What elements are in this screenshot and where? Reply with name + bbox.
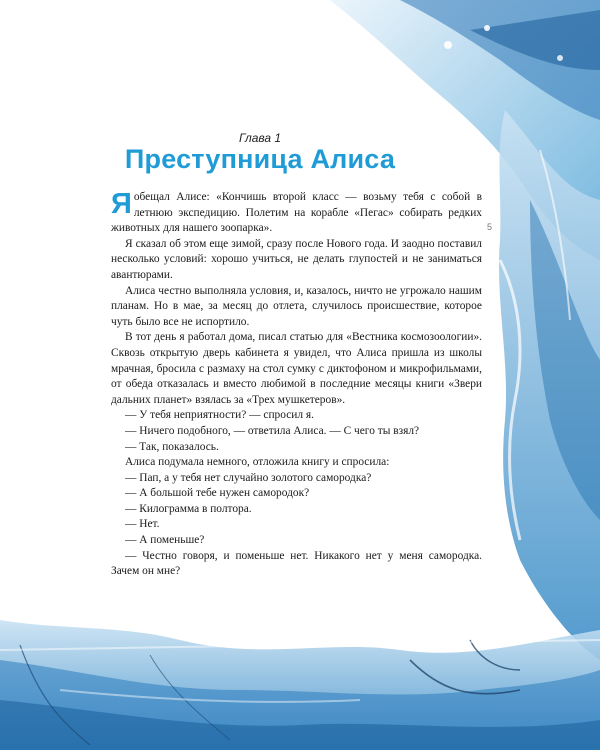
paragraph (111, 190, 482, 237)
dialogue-line: — Нет. (125, 518, 160, 531)
dialogue-line: — А большой тебе нужен самородок? (125, 487, 310, 500)
drop-cap: Я (111, 188, 132, 220)
chapter-label: Глава 1 (238, 131, 282, 145)
paragraph-text: обещал Алисе: «Кончишь второй класс — возьму тебя с собой в летнюю экспедицию. Полетим на корабле «Пегас» собирать редких животных для нашего зоопарка». (111, 191, 482, 235)
dialogue-line: — Килограмма в полтора. (125, 502, 252, 515)
paragraph: Алиса честно выполняла условия, и, казалось, ничто не угрожало нашим планам. Но в мае, за месяц до отлета, случилось происшествие, которое чуть было все не испортило. (111, 284, 482, 328)
chapter-text (111, 190, 482, 580)
dialogue-line: — Пап, а у тебя нет случайно золотого самородка? (125, 471, 372, 484)
dialogue-line: — А поменьше? (125, 534, 205, 547)
paragraph: В тот день я работал дома, писал статью для «Вестника космозоологии». Сквозь открытую дверь кабинета я увидел, что Алиса пришла из школы мрачная, бросила с размаху на стол сумку с диктофоном и микрофильмами, от обеда отказалась и вместо любимой в последние месяцы книги «Звери дальних планет» взялась за «Трех мушкетеров». (111, 331, 482, 406)
page-number: 5 (487, 222, 493, 232)
chapter-title: Преступница Алиса (124, 144, 396, 174)
dialogue-line: — У тебя неприятности? — спросил я. (125, 409, 314, 422)
paragraph: Алиса подумала немного, отложила книгу и спросила: (125, 456, 390, 469)
paragraph: Я сказал об этом еще зимой, сразу после Нового года. И заодно поставил несколько условий: хорошо учиться, не делать глупостей и не заниматься авантюрами. (111, 237, 482, 281)
dialogue-line: — Так, показалось. (125, 440, 219, 453)
dialogue-line: — Честно говоря, и поменьше нет. Никакого нет у меня самородка. Зачем он мне? (111, 549, 482, 578)
dialogue-line: — Ничего подобного, — ответила Алиса. — С чего ты взял? (125, 424, 420, 437)
